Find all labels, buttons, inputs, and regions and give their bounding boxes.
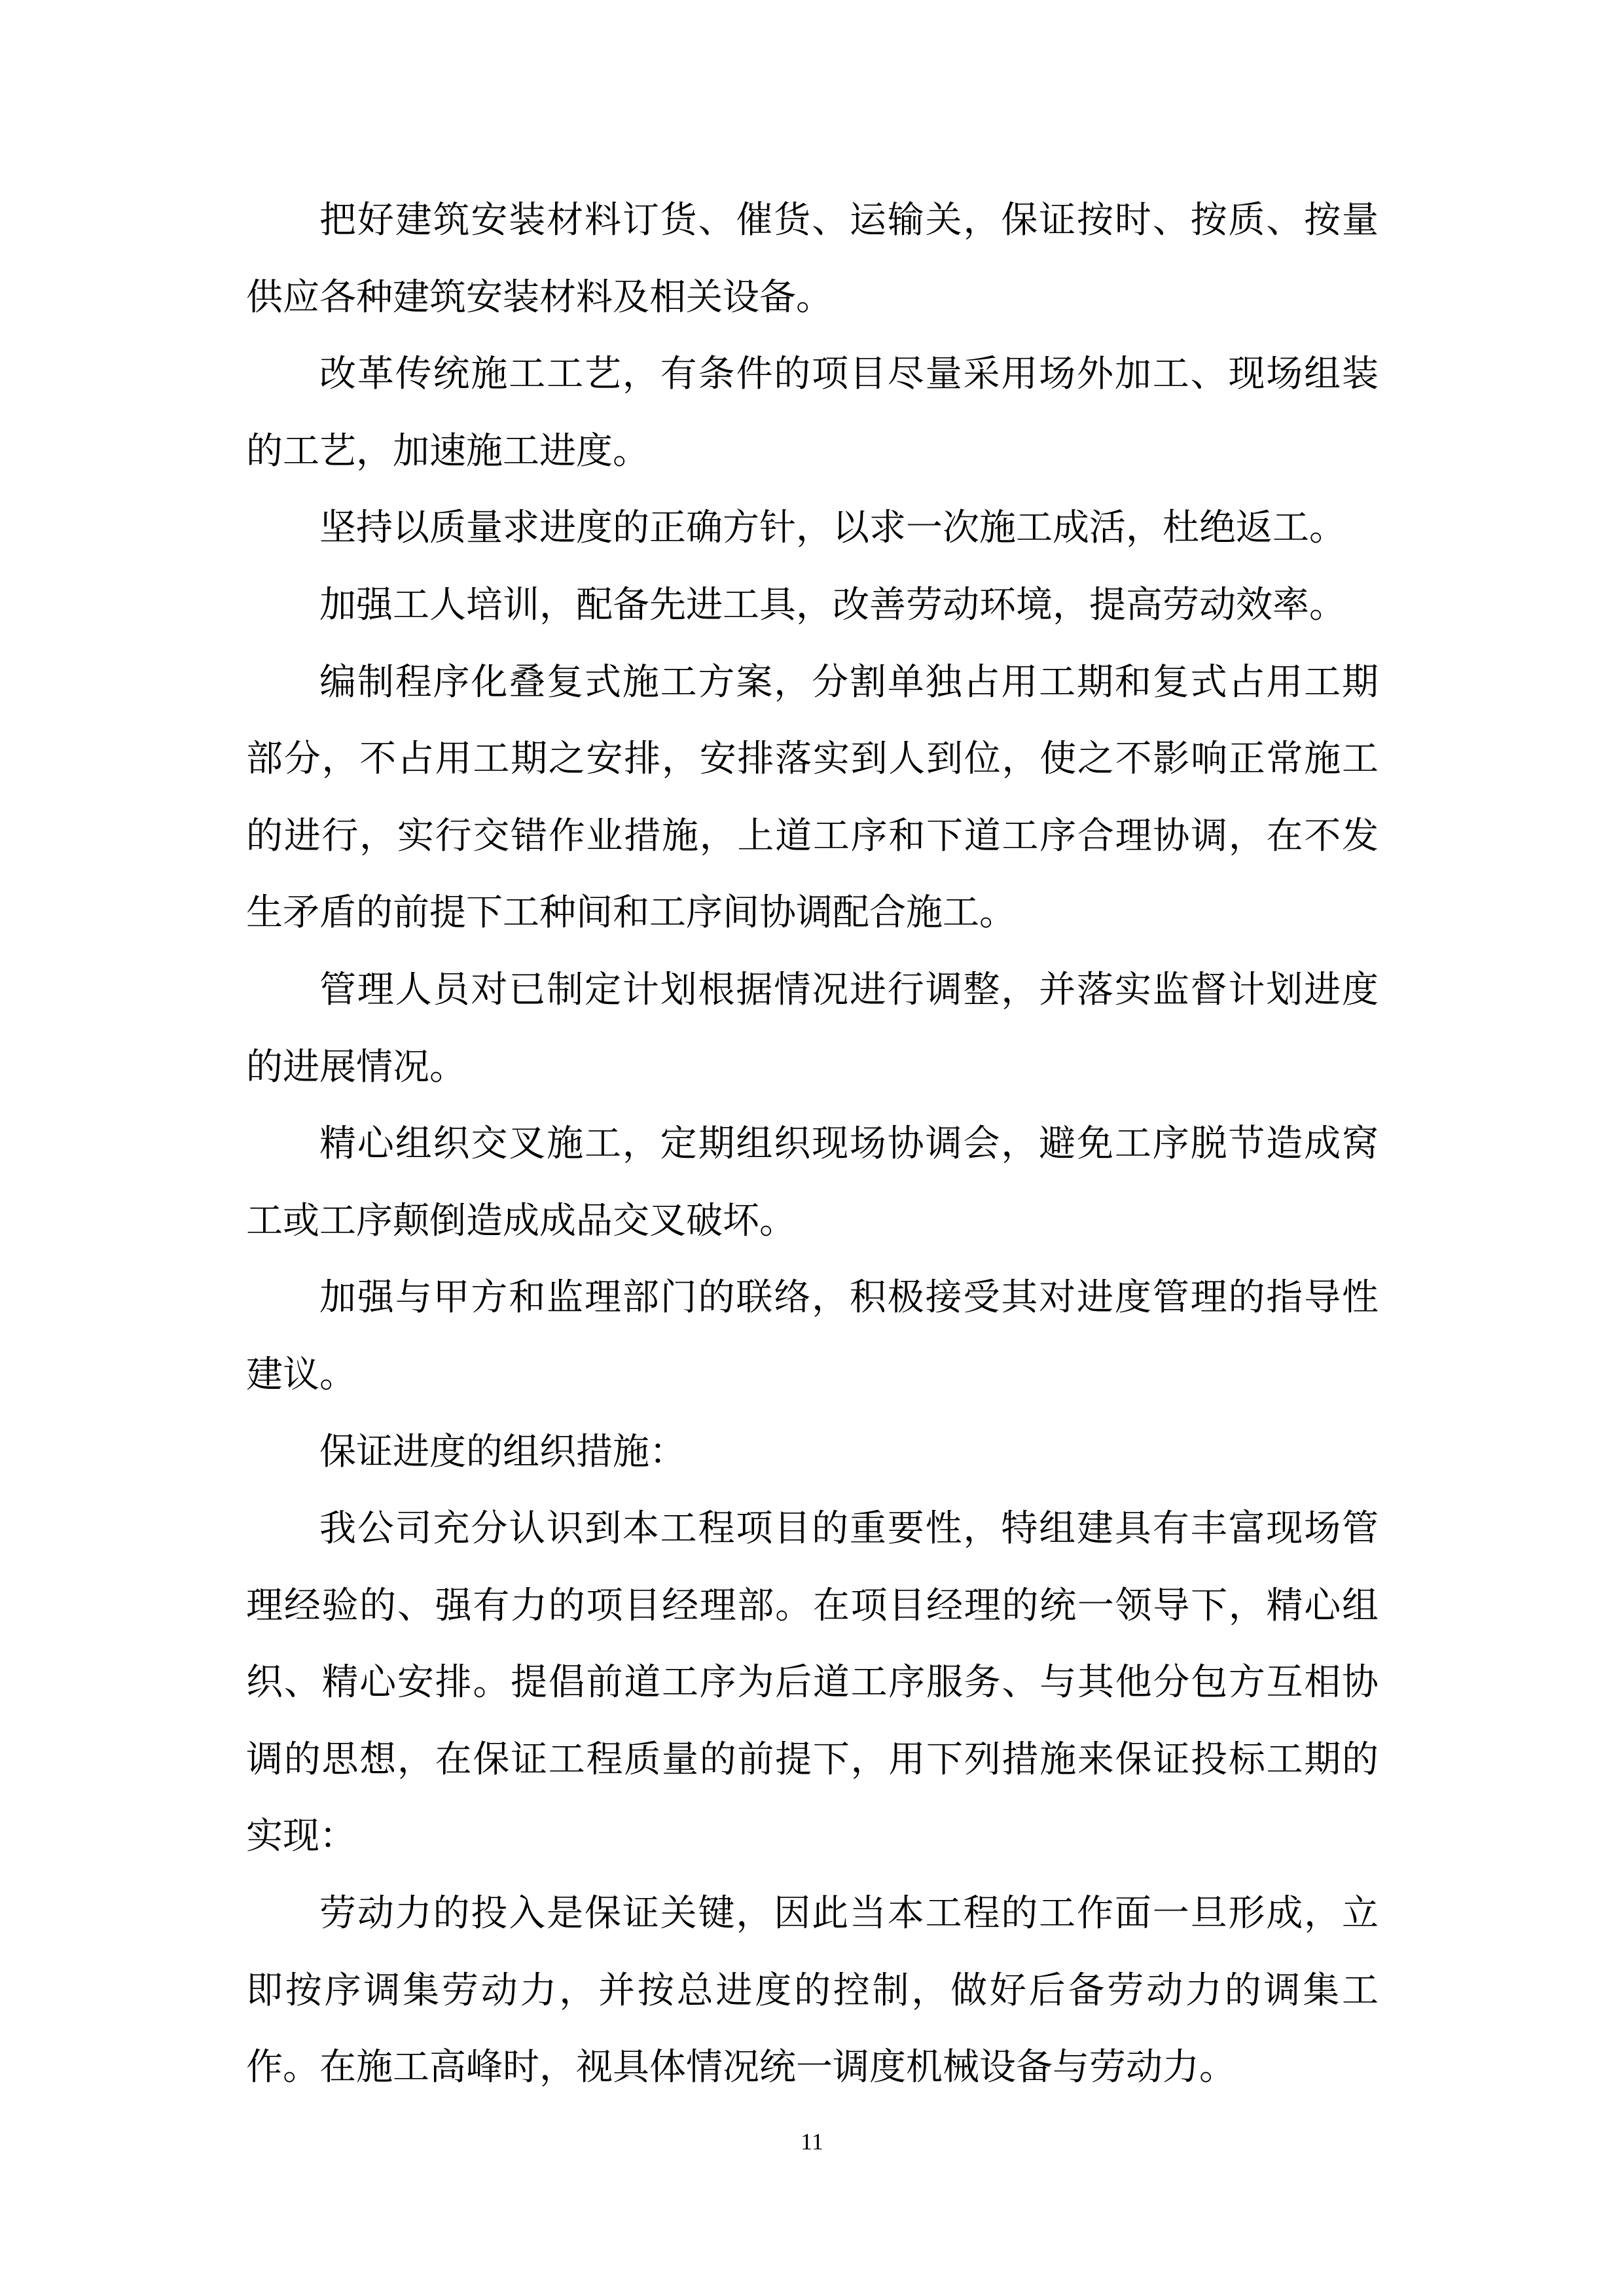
paragraph-quality-principle: 坚持以质量求进度的正确方针，以求一次施工成活，杜绝返工。 <box>319 507 1346 550</box>
paragraph-worker-training: 加强工人培训，配备先进工具，改善劳动环境，提高劳动效率。 <box>319 583 1346 626</box>
paragraph-construction-process: 改革传统施工工艺，有条件的项目尽量采用场外加工、现场组装的工艺，加速施工进度。 <box>246 353 1379 473</box>
paragraph-project-team: 我公司充分认识到本工程项目的重要性，特组建具有丰富现场管理经验的、强有力的项目经理部。在项目经理的统一领导下，精心组织、精心安排。提倡前道工序为后道工序服务、与其他分包方互相协调的思想，在保证工程质量的前提下，用下列措施来保证投标工期的实现： <box>246 1507 1379 1858</box>
page-number: 11 <box>801 2128 823 2155</box>
paragraph-organizational-measures-heading: 保证进度的组织措施： <box>319 1430 686 1473</box>
paragraph-labor-input: 劳动力的投入是保证关键，因此当本工程的工作面一旦形成，立即按序调集劳动力，并按总进度的控制，做好后备劳动力的调集工作。在施工高峰时，视具体情况统一调度机械设备与劳动力。 <box>246 1892 1379 2089</box>
paragraph-owner-liaison: 加强与甲方和监理部门的联络，积极接受其对进度管理的指导性建议。 <box>246 1276 1379 1396</box>
paragraph-material-supply: 把好建筑安装材料订货、催货、运输关，保证按时、按质、按量供应各种建筑安装材料及相关设备。 <box>246 199 1379 319</box>
paragraph-overlapping-plan: 编制程序化叠复式施工方案，分割单独占用工期和复式占用工期部分，不占用工期之安排，安排落实到人到位，使之不影响正常施工的进行，实行交错作业措施，上道工序和下道工序合理协调，在不发生矛盾的前提下工种间和工序间协调配合施工。 <box>246 660 1379 935</box>
paragraph-plan-adjustment: 管理人员对已制定计划根据情况进行调整，并落实监督计划进度的进展情况。 <box>246 968 1379 1088</box>
paragraph-cross-construction: 精心组织交叉施工，定期组织现场协调会，避免工序脱节造成窝工或工序颠倒造成成品交叉破坏。 <box>246 1122 1379 1242</box>
body-text <box>246 182 1379 2106</box>
